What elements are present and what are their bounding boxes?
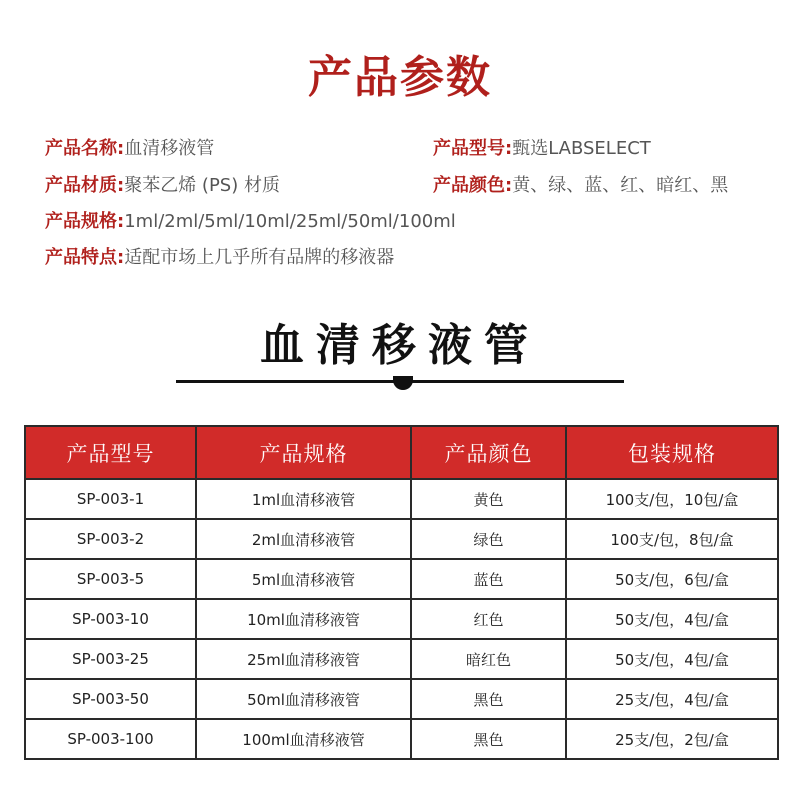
param-value: 适配市场上几乎所有品牌的移液器 xyxy=(124,247,395,268)
param-value: 1ml/2ml/5ml/10ml/25ml/50ml/100ml xyxy=(124,211,456,232)
param-value: 聚苯乙烯 (PS) 材质 xyxy=(124,175,280,196)
param-label: 产品规格: xyxy=(45,211,125,232)
cell-spec: 25ml血清移液管 xyxy=(196,639,411,679)
cell-color: 黄色 xyxy=(411,479,566,519)
section-title: 血清移液管 xyxy=(260,320,540,371)
param-color xyxy=(433,173,728,199)
param-spec xyxy=(45,209,456,235)
cell-model: SP-003-5 xyxy=(25,559,196,599)
cell-color: 红色 xyxy=(411,599,566,639)
column-header: 产品型号 xyxy=(25,426,196,479)
cell-spec: 10ml血清移液管 xyxy=(196,599,411,639)
cell-spec: 1ml血清移液管 xyxy=(196,479,411,519)
cell-model: SP-003-100 xyxy=(25,719,196,759)
param-model xyxy=(433,136,651,162)
table-row xyxy=(25,639,778,679)
cell-packaging: 100支/包，8包/盒 xyxy=(566,519,778,559)
cell-color: 黑色 xyxy=(411,719,566,759)
param-value: 甄选LABSELECT xyxy=(512,138,651,159)
table-header-row xyxy=(25,426,778,479)
cell-packaging: 50支/包，4包/盒 xyxy=(566,599,778,639)
param-label: 产品名称: xyxy=(45,138,125,159)
param-material xyxy=(45,173,280,199)
page-title: 产品参数 xyxy=(308,52,492,103)
param-name xyxy=(45,136,214,162)
cell-spec: 50ml血清移液管 xyxy=(196,679,411,719)
cell-model: SP-003-1 xyxy=(25,479,196,519)
table-row xyxy=(25,519,778,559)
cell-packaging: 100支/包，10包/盒 xyxy=(566,479,778,519)
cell-spec: 2ml血清移液管 xyxy=(196,519,411,559)
table-row xyxy=(25,599,778,639)
cell-spec: 5ml血清移液管 xyxy=(196,559,411,599)
param-label: 产品材质: xyxy=(45,175,125,196)
cell-packaging: 50支/包，4包/盒 xyxy=(566,639,778,679)
cell-color: 绿色 xyxy=(411,519,566,559)
cell-color: 黑色 xyxy=(411,679,566,719)
param-label: 产品特点: xyxy=(45,247,125,268)
column-header: 包装规格 xyxy=(566,426,778,479)
cell-packaging: 25支/包，4包/盒 xyxy=(566,679,778,719)
spec-table xyxy=(24,425,779,760)
divider-dot-icon xyxy=(393,376,413,390)
table-row xyxy=(25,559,778,599)
param-value: 黄、绿、蓝、红、暗红、黑 xyxy=(512,175,729,196)
cell-packaging: 50支/包，6包/盒 xyxy=(566,559,778,599)
table-row xyxy=(25,719,778,759)
cell-color: 蓝色 xyxy=(411,559,566,599)
column-header: 产品规格 xyxy=(196,426,411,479)
table-row xyxy=(25,479,778,519)
cell-spec: 100ml血清移液管 xyxy=(196,719,411,759)
table-row xyxy=(25,679,778,719)
param-value: 血清移液管 xyxy=(124,138,215,159)
cell-model: SP-003-50 xyxy=(25,679,196,719)
param-label: 产品型号: xyxy=(433,138,513,159)
cell-model: SP-003-10 xyxy=(25,599,196,639)
column-header: 产品颜色 xyxy=(411,426,566,479)
cell-model: SP-003-25 xyxy=(25,639,196,679)
cell-packaging: 25支/包，2包/盒 xyxy=(566,719,778,759)
cell-color: 暗红色 xyxy=(411,639,566,679)
param-feature xyxy=(45,245,394,271)
param-label: 产品颜色: xyxy=(433,175,513,196)
cell-model: SP-003-2 xyxy=(25,519,196,559)
